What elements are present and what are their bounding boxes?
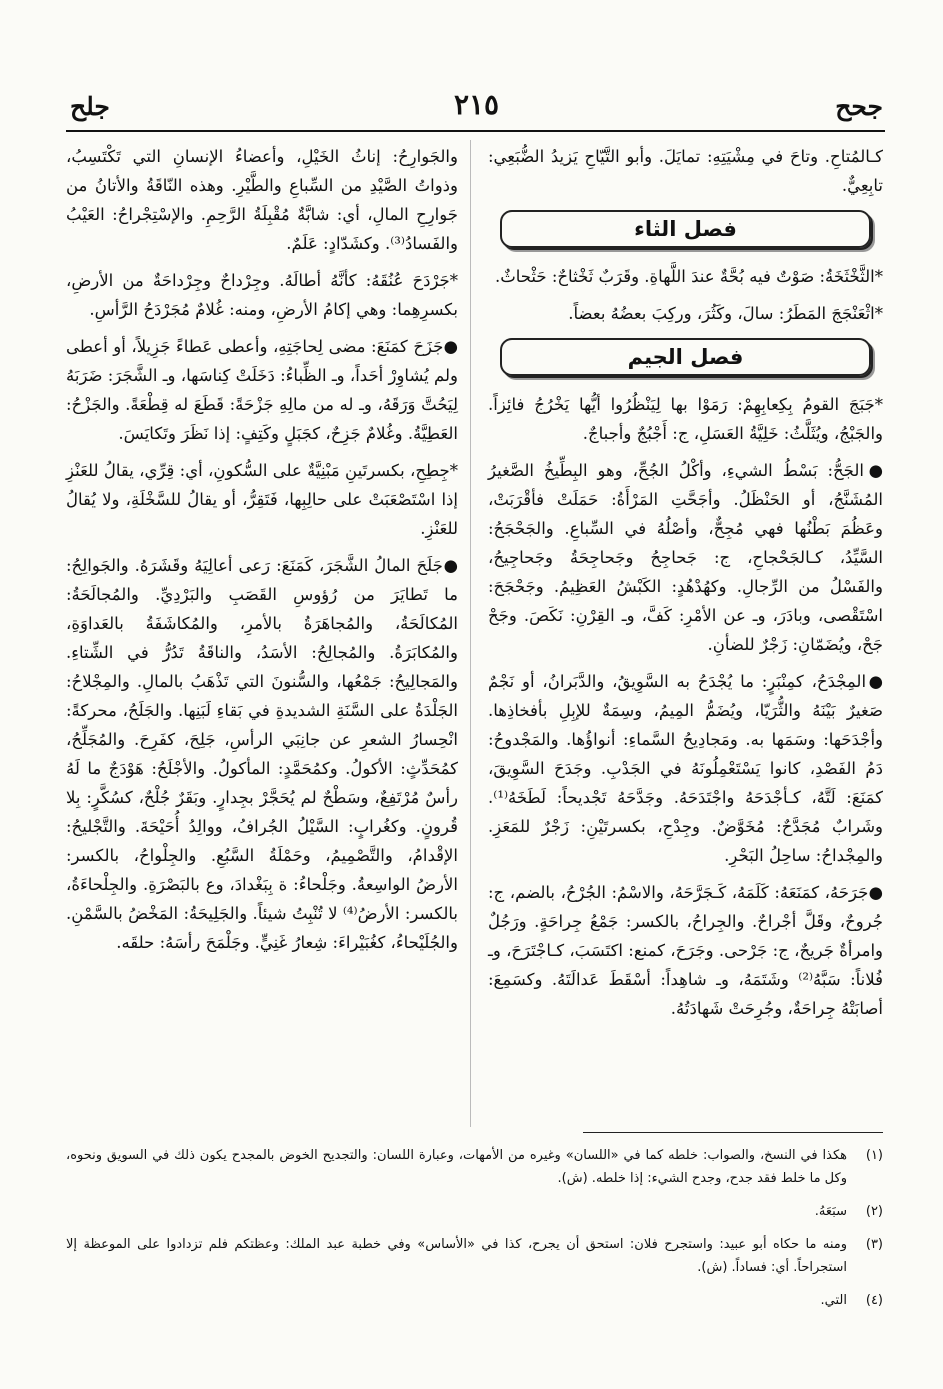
footnote-text: سبَعَهُ. [814, 1204, 847, 1219]
footnote [66, 1233, 883, 1279]
page-header [70, 86, 883, 126]
column-divider [470, 140, 471, 1127]
entry-paragraph: ●المِجْدَحُ، كمِنْبَرٍ: ما يُجْدَحُ به السَّوِيقُ، والدَّبَرانُ، أو نَجْمٌ صَغيرٌ بَيْنَهُ والثُّرَيّا، ويُضَمُّ المِيمُ، وسِمَةٌ للإبِلِ بأفخاذِها. وأجْدَحَها: وسَمَها به. ومَجادِيحُ السَّماءِ: أنواؤُها. والمَجْدوحُ: دَمُ الفَصْدِ، كانوا يَسْتَعْمِلُونَهُ في الجَدْبِ. وجَدَحَ السَّوِيقَ، كمَنَعَ: لَتَّهُ، كـأجْدَحَهُ واجْتَدَحَهُ. وجَدَّحَهُ تَجْديحاً: لَطَخَهُ⁽¹⁾. وشَرابٌ مُجَدَّحٌ: مُخَوَّضٌ. وجِدْحِ، بكسرتَيْنِ: زَجْرٌ للمَعَزِ. والمِجْداحُ: ساحِلُ البَحْرِ. [488, 672, 883, 865]
header-rule [66, 130, 885, 132]
footnote-rule [583, 1132, 883, 1133]
section-heading-tha: فصل الثاء [500, 210, 871, 248]
footnotes [66, 1144, 883, 1322]
entry-paragraph: ●جَرَحَهُ، كمَنَعَهُ: كَلَمَهُ، كَـجَرَّحَهُ، والاسْمُ: الجُرْحُ، بالضم، ج: جُروحٌ، وقَلَّ أجْراحٌ. والجِراحُ، بالكسر: جَمْعُ جِراحَةٍ. ورَجُلٌ وامرأةٌ جَريحٌ، ج: جَرْحى. وجَرَحَ، كمنع: اكتَسَبَ، كـاجْتَرَحَ، وـ فُلاناً: سَبَّهُ⁽²⁾ وشَتَمَهُ، وـ شاهِداً: أسْقَطَ عَدالَتَهُ. وكسَمِعَ: أصابَتْهُ جِراحَةٌ، وجُرِحَتْ شَهادَتُهُ. [488, 883, 883, 1018]
entry-paragraph: ●جَلَحَ المالُ الشَّجَرَ، كَمَنَعَ: رَعى أعالِيَهُ وقَشَرَهُ. والجَوالِحُ: ما تَطايَرَ من رُؤوسِ القَصَبِ والبَرْدِيِّ. والمُجالَحَةُ: المُكالَحَةُ، والمُجاهَرَةُ بالأمرِ، والمُكاشَفَةُ بالعَداوَةِ، والمُكابَرَةُ. والمُجالِحُ: الأسَدُ، والناقَةُ تَدُرُّ في الشِّتاءِ. والمَجالِيحُ: جَمْعُها، والسُّنونَ التي تَذْهَبُ بالمالِ. والمِجْلاحُ: الجَلْدَةُ على السَّنَةِ الشديدةِ في بَقاءِ لَبَنِها. والجَلَحُ، محركةً: انْحِسارُ الشعرِ عن جانِبَي الرأسِ، جَلِحَ، كفَرِحَ. والمُجَلِّحُ، كمُحَدِّثٍ: الأكولُ. وكمُحَمَّدٍ: المأكولُ. والأجْلَحُ: هَوْدَجٌ ما لَهُ رأسٌ مُرْتَفِعٌ، وسَطْحٌ لم يُحَجَّرْ بجِدارٍ. وبَقَرٌ جُلْحٌ، كسُكَّرٍ: بِلا قُرونٍ. وكغُرابٍ: السَّيْلُ الجُرافُ، ووالِدُ أُحَيْحَةَ. والتَّجْليحُ: الإقْدامُ، والتَّصْمِيمُ، وحَمْلَةُ السَّبُعِ. والجِلْواحُ، بالكسر: الأرضُ الواسِعةُ. وجَلْحاءُ: ة بِبَغْدادَ، وع بالبَصْرَةِ. والجِلْحاءَةُ، بالكسر: الأرضُ⁽⁴⁾ لا تُنْبِتُ شيئاً. والجَلِيحَةُ: المَخْضُ بالسَّمْنِ. والجُلَيْحاءُ، كغُبَيْراءَ: شِعارُ غَنِيٍّ. وجَلْمَحَ رأسَهُ: حلقَه. [66, 556, 458, 952]
header-left-word: جلح [70, 92, 110, 121]
left-column [66, 142, 458, 965]
footnote-number: (١) [865, 1148, 883, 1163]
section-heading-jim: فصل الجيم [500, 338, 871, 376]
footnote-number: (٢) [865, 1204, 883, 1219]
footnote [66, 1200, 883, 1223]
entry-paragraph: *الثَّخْثَخَةُ: صَوْتٌ فيه بُحَّةٌ عندَ اللَّهاةِ. وقَرَبٌ ثَخْثاحٌ: حَثْحاثٌ. [494, 267, 883, 286]
entry-paragraph: *جَبَجَ القومُ بِكِعابِهِمْ: رَمَوْا بها لِيَنْظُرُوا أيُّها يَخْرُجُ فائِزاً. والجَبْجُ، ويُثَلَّثُ: خَلِيَّةُ العَسَلِ، ج: أَجْبُجٌ وأجباجٌ. [488, 395, 883, 443]
entry-paragraph: والجَوارِحُ: إناثُ الخَيْلِ، وأعضاءُ الإنسانِ التي تَكْتَسِبُ، وذواتُ الصَّيْدِ من السِّباعِ والطَّيْرِ. وهذه النّاقَةُ والأتانُ من جَوارِحِ المالِ، أي: شابَّةٌ مُقْبِلَةُ الرَّحِمِ. والإسْتِجْراحُ: العَيْبُ والفَسادُ⁽³⁾. وكشَدّادٍ: عَلَمٌ. [66, 147, 458, 253]
entry-paragraph: كـالمُتاحِ. وتاحَ في مِشْيَتِهِ: تمايَلَ. وأبو التَّيّاحِ يَزيدُ الضُّبَعِي: تابِعِيٌّ. [488, 147, 883, 195]
footnote-text: التي. [820, 1293, 847, 1308]
footnote [66, 1289, 883, 1312]
entry-paragraph: *جَرْدَحَ عُنُقَهُ: كأنَّهُ أطالَهُ. وجِرْداحٌ وجِرْداحَةٌ من الأرضِ، بكسرِهِما: وهي إكامُ الأرضِ، ومنه: غُلامٌ مُجَرْدَحُ الرَّأسِ. [66, 271, 458, 319]
page-number: ٢١٥ [453, 88, 500, 121]
right-column [488, 142, 883, 1031]
footnote-text: ومنه ما حكاه أبو عبيد: واستجرح فلان: استحق أن يجرح، كذا في «الأساس» وفي خطبة عبد الملك: وعظتكم فلم تزدادوا على الموعظة إلا استجراحاً. أي: فساداً. (ش). [66, 1237, 847, 1275]
footnote-text: هكذا في النسخ، والصواب: خلطه كما في «اللسان» وغيره من الأمهات، وعبارة اللسان: والتجديح الخوض بالمجدح يكون ذلك في السويق ونحوه، وكل ما خلط فقد جدح، وجدح الشيء: إذا خلطه. (ش). [66, 1148, 847, 1186]
footnote [66, 1144, 883, 1190]
entry-paragraph: ●جَزَحَ كمَنَعَ: مضى لِحاجَتِهِ، وأعطى عَطاءً جَزِيلاً، أو أعطى ولم يُشاوِرْ أحَداً، وـ الظِّباءُ: دَخَلَتْ كِناسَها، وـ الشَّجَرَ: ضَرَبَهُ لِيَحُتَّ وَرَقَهُ، وـ له من مالِهِ جَزْحَةً: قَطَعَ له قِطْعَةً. والجَزْحُ: العَطِيَّةُ. وغُلامٌ جَزِحٌ، كجَبَلٍ وكَتِفٍ: إذا نَظَرَ وتَكايَسَ. [66, 337, 458, 443]
header-right-word: جحح [835, 92, 883, 121]
entry-paragraph: ●الجَحُّ: بَسْطُ الشيءِ، وأكْلُ الجُحِّ، وهو البِطِّيخُ الصَّغيرُ المُشَنَّجُ، أو الحَنْظَلُ. وأجَحَّتِ المَرْأَةُ: حَمَلَتْ فأقْرَبَتْ، وعَظُمَ بَطْنُها فهي مُجِحٌّ، وأصْلُهُ في السِّباعِ. والجَحْجَحُ: السَّيِّدُ، كـالجَحْجاحِ، ج: جَحاجِحُ وجَحاجِحَةُ وجَحاجِيحُ، والفَسْلُ من الرِّجالِ. وكهُدْهُدٍ: الكَبْشُ العَظِيمُ. وجَحْجَحَ: اسْتَقْصى، وبادَرَ، وـ عن الأمْرِ: كَفَّ، وـ القِرْنِ: نَكَصَ. وجَحْ جَحْ، ويُضَمّانِ: زَجْرٌ للضأنِ. [488, 461, 883, 654]
footnote-number: (٣) [865, 1237, 883, 1252]
entry-paragraph: *اثْعَنْجَجَ المَطَرُ: سالَ، وكَثُرَ، وركِبَ بعضُهُ بعضاً. [568, 304, 883, 323]
entry-paragraph: *جِطِحِ، بكسرتَينِ مَبْنِيَّةٌ على السُّكونِ، أي: قِرِّي، يقالُ للعَنْزِ إذا اسْتَصْعَبَتْ على حالِبِها، فَتَقِرُّ، أو يقالُ للسَّخْلَةِ، ولا يُقالُ للعَنْزِ. [66, 461, 458, 538]
footnote-number: (٤) [865, 1293, 883, 1308]
